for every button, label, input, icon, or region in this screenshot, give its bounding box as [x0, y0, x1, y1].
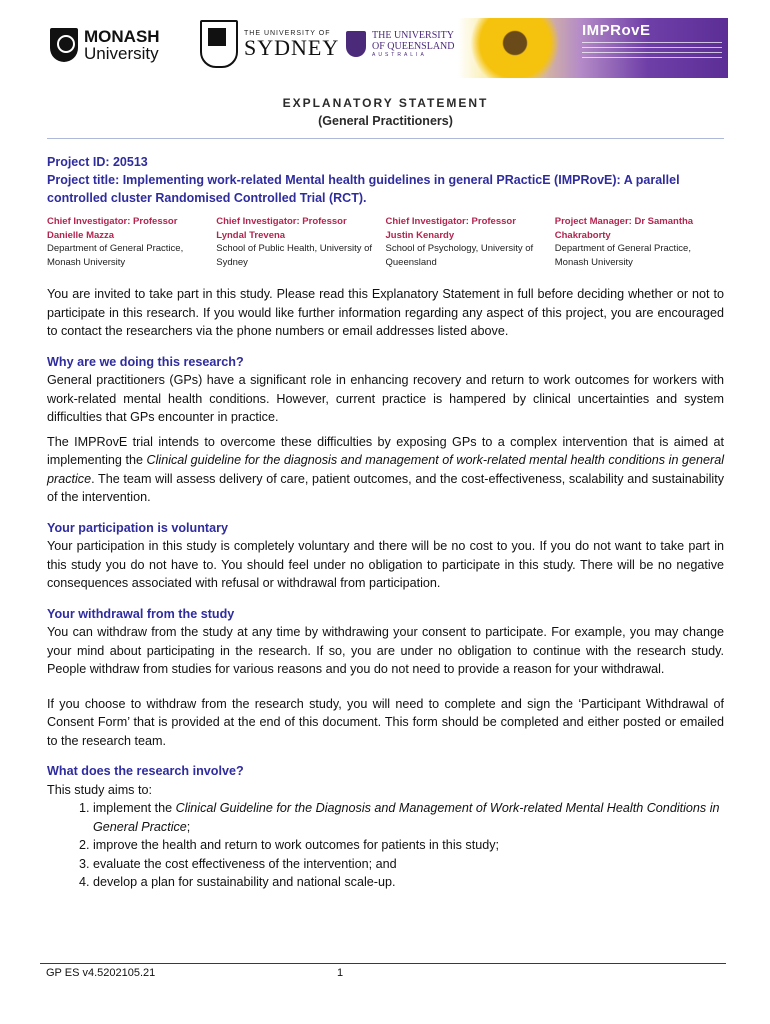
- investigator-org: Department of General Practice, Monash University: [554, 243, 691, 268]
- monash-name: MONASH: [84, 27, 160, 46]
- investigator-org: School of Public Health, University of Sydney: [216, 243, 373, 268]
- investigator-org: Department of General Practice, Monash University: [47, 243, 184, 268]
- monash-crest-icon: [50, 28, 78, 62]
- monash-logo: [50, 28, 160, 62]
- uq-line1: THE UNIVERSITY: [372, 30, 454, 41]
- document-body: [47, 96, 724, 892]
- page-footer: [40, 963, 726, 979]
- list-item: 3. evaluate the cost effectiveness of the intervention; and: [93, 855, 724, 874]
- sydney-name: SYDNEY: [244, 34, 340, 60]
- aims-list: [47, 799, 724, 892]
- investigator: [47, 215, 216, 269]
- uq-logo: [346, 30, 455, 58]
- improve-label: IMPRovE: [582, 22, 651, 39]
- investigator: [386, 215, 555, 269]
- guideline-title: Clinical Guideline for the Diagnosis and Management of Work-related Mental Health Conditions in General Practice: [93, 801, 720, 834]
- improve-tagline: [582, 42, 722, 60]
- uq-crest-icon: [346, 31, 366, 57]
- section-voluntary: [47, 519, 724, 593]
- investigator-role: Project Manager: Dr Samantha: [554, 216, 694, 227]
- sydney-crest-icon: [200, 20, 238, 68]
- investigator-name: Justin Kenardy: [385, 229, 455, 241]
- investigator: [216, 215, 385, 269]
- investigator-role: Chief Investigator: Professor: [216, 216, 347, 227]
- project-id: Project ID: 20513: [47, 155, 148, 169]
- investigator-list: [47, 215, 724, 269]
- guideline-title: Clinical guideline for the diagnosis and management of work-related mental health conditions in general practice: [47, 453, 725, 486]
- sunflower-icon: [470, 18, 560, 78]
- paragraph: You can withdraw from the study at any time by withdrawing your consent to participate. For example, you may change your mind about participating in the research. If so, you are under no obligation to continue with the research study. People withdraw from studies for various reasons and you do not need to provide a reason for your withdrawal.: [47, 625, 724, 677]
- logo-bar: [0, 14, 770, 84]
- investigator-role: Chief Investigator: Professor: [47, 216, 178, 227]
- document-title: EXPLANATORY STATEMENT: [282, 96, 489, 110]
- section-why: [47, 353, 724, 507]
- document-subtitle: (General Practitioners): [318, 114, 453, 128]
- section-heading: Why are we doing this research?: [47, 354, 244, 369]
- investigator-org: School of Psychology, University of Queensland: [385, 243, 534, 268]
- paragraph: General practitioners (GPs) have a significant role in enhancing recovery and return to work outcomes for workers with work-related mental health conditions. However, current practice is hampered by clinical uncertainties and system difficulties that GPs encounter in practice.: [47, 373, 724, 425]
- investigator-name: Lyndal Trevena: [216, 229, 286, 241]
- monash-sub: University: [84, 44, 159, 63]
- footer-divider: [40, 963, 726, 964]
- list-item: [93, 799, 724, 836]
- page-number: 1: [337, 967, 344, 979]
- title-divider: [47, 138, 724, 139]
- section-withdrawal: [47, 605, 724, 751]
- sydney-top: THE UNIVERSITY OF: [244, 29, 331, 37]
- section-heading: Your participation is voluntary: [47, 520, 229, 535]
- text-run: . The team will assess delivery of care, patient outcomes, and the cost-effectiveness, scalability and sustainability of the intervention.: [47, 471, 724, 505]
- text-run: The IMPRovE trial intends to overcome these difficulties by exposing GPs to a complex intervention that is aimed at implementing the: [47, 434, 724, 468]
- paragraph: If you choose to withdraw from the research study, you will need to complete and sign the ‘Participant Withdrawal of Consent Form’ that is provided at the end of this document. This form should be completed and either posted or emailed to the research team.: [47, 696, 724, 748]
- version-label: GP ES v4.5202105.21: [46, 967, 156, 979]
- section-involve: [47, 762, 724, 892]
- paragraph: This study aims to:: [47, 782, 152, 797]
- list-item: 2. improve the health and return to work outcomes for patients in this study;: [93, 836, 724, 855]
- investigator-role: Chief Investigator: Professor: [385, 216, 516, 227]
- investigator: [555, 215, 724, 269]
- paragraph: [47, 433, 724, 507]
- investigator-name: Danielle Mazza: [47, 229, 115, 241]
- sydney-logo: [200, 20, 339, 68]
- text-run: ;: [186, 819, 191, 834]
- project-title: Project title: Implementing work-related Mental health guidelines in general PRacticE (IMPRovE): A parallel controlled cluster Randomised Controlled Trial (RCT).: [47, 173, 680, 205]
- uq-line2: OF QUEENSLAND: [372, 41, 455, 52]
- paragraph: Your participation in this study is completely voluntary and there will be no cost to you. If you do not want to take part in this study you do not have to. You should feel under no obligation to participate in this study. There will be no negative consequences associated with refusal or withdrawal from participation.: [47, 539, 724, 591]
- improve-banner: [458, 18, 728, 78]
- intro-paragraph: You are invited to take part in this study. Please read this Explanatory Statement in full before deciding whether or not to participate in this research. If you would like further information regarding any aspect of this project, you are encouraged to contact the researchers via the phone numbers or email addresses listed above.: [47, 287, 724, 339]
- uq-line3: AUSTRALIA: [372, 52, 427, 58]
- text-run: implement the: [93, 801, 176, 816]
- section-heading: What does the research involve?: [47, 764, 244, 779]
- section-heading: Your withdrawal from the study: [47, 606, 235, 621]
- list-item: 4. develop a plan for sustainability and national scale-up.: [93, 873, 724, 892]
- investigator-name: Chakraborty: [554, 229, 611, 241]
